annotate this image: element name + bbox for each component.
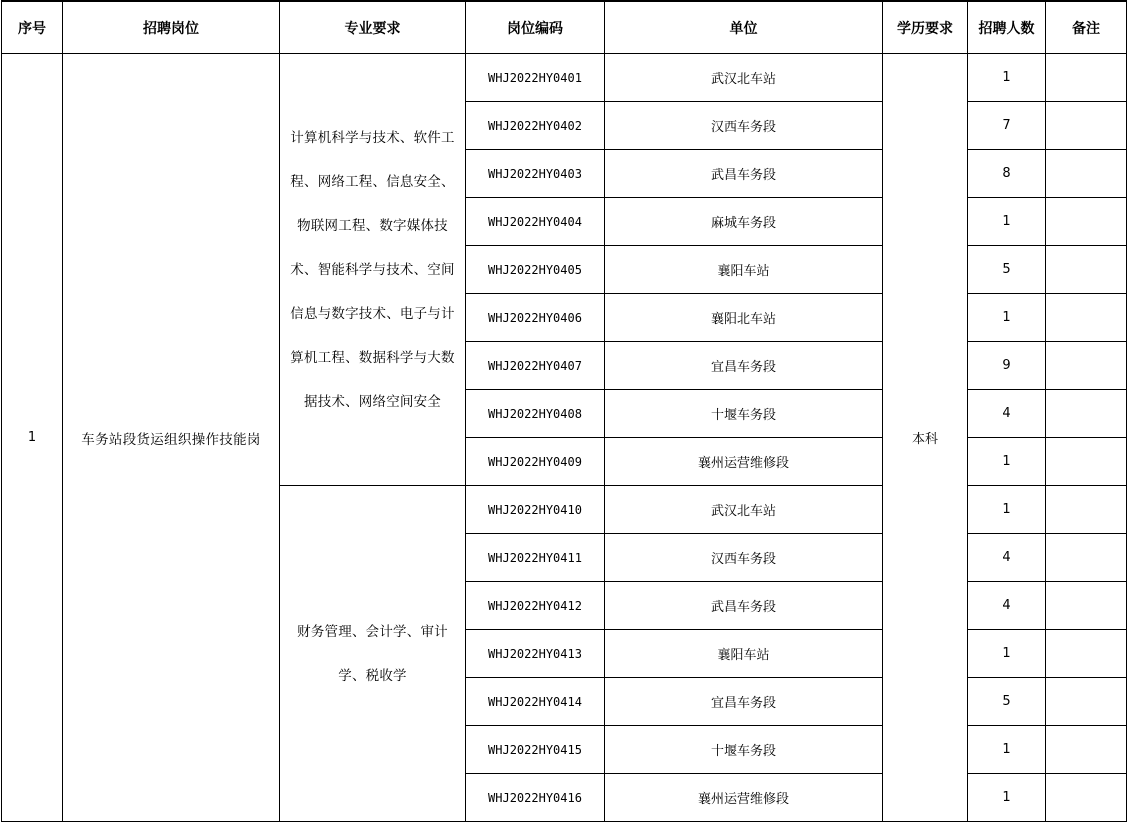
code-cell: WHJ2022HY0410 (466, 486, 605, 534)
unit-cell: 武昌车务段 (605, 150, 883, 198)
count-cell: 4 (968, 534, 1046, 582)
unit-cell: 麻城车务段 (605, 198, 883, 246)
remark-cell (1046, 726, 1127, 774)
remark-cell (1046, 534, 1127, 582)
major-cell: 财务管理、会计学、审计学、税收学 (280, 486, 466, 822)
count-cell: 1 (968, 294, 1046, 342)
remark-cell (1046, 198, 1127, 246)
remark-cell (1046, 486, 1127, 534)
remark-cell (1046, 150, 1127, 198)
remark-cell (1046, 246, 1127, 294)
count-cell: 1 (968, 630, 1046, 678)
count-cell: 5 (968, 678, 1046, 726)
unit-cell: 十堰车务段 (605, 726, 883, 774)
code-cell: WHJ2022HY0406 (466, 294, 605, 342)
count-cell: 9 (968, 342, 1046, 390)
code-cell: WHJ2022HY0402 (466, 102, 605, 150)
seq-cell: 1 (2, 54, 63, 822)
remark-cell (1046, 630, 1127, 678)
count-cell: 1 (968, 54, 1046, 102)
table-body (2, 54, 1127, 822)
unit-cell: 汉西车务段 (605, 102, 883, 150)
header-remark: 备注 (1046, 1, 1127, 54)
header-row (2, 1, 1127, 54)
code-cell: WHJ2022HY0416 (466, 774, 605, 822)
unit-cell: 武汉北车站 (605, 486, 883, 534)
code-cell: WHJ2022HY0407 (466, 342, 605, 390)
code-cell: WHJ2022HY0413 (466, 630, 605, 678)
remark-cell (1046, 678, 1127, 726)
unit-cell: 襄阳车站 (605, 246, 883, 294)
header-unit: 单位 (605, 1, 883, 54)
code-cell: WHJ2022HY0415 (466, 726, 605, 774)
code-cell: WHJ2022HY0403 (466, 150, 605, 198)
code-cell: WHJ2022HY0405 (466, 246, 605, 294)
remark-cell (1046, 342, 1127, 390)
count-cell: 1 (968, 726, 1046, 774)
count-cell: 1 (968, 438, 1046, 486)
unit-cell: 襄州运营维修段 (605, 774, 883, 822)
recruitment-table (1, 0, 1127, 822)
major-cell: 计算机科学与技术、软件工程、网络工程、信息安全、物联网工程、数字媒体技术、智能科学与技术、空间信息与数字技术、电子与计算机工程、数据科学与大数据技术、网络空间安全 (280, 54, 466, 486)
header-major: 专业要求 (280, 1, 466, 54)
header-education: 学历要求 (883, 1, 968, 54)
remark-cell (1046, 390, 1127, 438)
position-cell: 车务站段货运组织操作技能岗 (63, 54, 280, 822)
count-cell: 1 (968, 774, 1046, 822)
unit-cell: 武汉北车站 (605, 54, 883, 102)
header-code: 岗位编码 (466, 1, 605, 54)
unit-cell: 宜昌车务段 (605, 342, 883, 390)
remark-cell (1046, 294, 1127, 342)
header-count: 招聘人数 (968, 1, 1046, 54)
code-cell: WHJ2022HY0414 (466, 678, 605, 726)
unit-cell: 襄阳北车站 (605, 294, 883, 342)
count-cell: 4 (968, 390, 1046, 438)
table-row (2, 54, 1127, 102)
code-cell: WHJ2022HY0411 (466, 534, 605, 582)
unit-cell: 宜昌车务段 (605, 678, 883, 726)
count-cell: 4 (968, 582, 1046, 630)
remark-cell (1046, 438, 1127, 486)
unit-cell: 武昌车务段 (605, 582, 883, 630)
code-cell: WHJ2022HY0401 (466, 54, 605, 102)
header-seq: 序号 (2, 1, 63, 54)
remark-cell (1046, 54, 1127, 102)
count-cell: 1 (968, 198, 1046, 246)
remark-cell (1046, 774, 1127, 822)
unit-cell: 襄州运营维修段 (605, 438, 883, 486)
unit-cell: 汉西车务段 (605, 534, 883, 582)
count-cell: 7 (968, 102, 1046, 150)
count-cell: 1 (968, 486, 1046, 534)
unit-cell: 十堰车务段 (605, 390, 883, 438)
count-cell: 5 (968, 246, 1046, 294)
remark-cell (1046, 582, 1127, 630)
education-cell: 本科 (883, 54, 968, 822)
header-position: 招聘岗位 (63, 1, 280, 54)
code-cell: WHJ2022HY0409 (466, 438, 605, 486)
code-cell: WHJ2022HY0408 (466, 390, 605, 438)
code-cell: WHJ2022HY0404 (466, 198, 605, 246)
unit-cell: 襄阳车站 (605, 630, 883, 678)
remark-cell (1046, 102, 1127, 150)
code-cell: WHJ2022HY0412 (466, 582, 605, 630)
count-cell: 8 (968, 150, 1046, 198)
